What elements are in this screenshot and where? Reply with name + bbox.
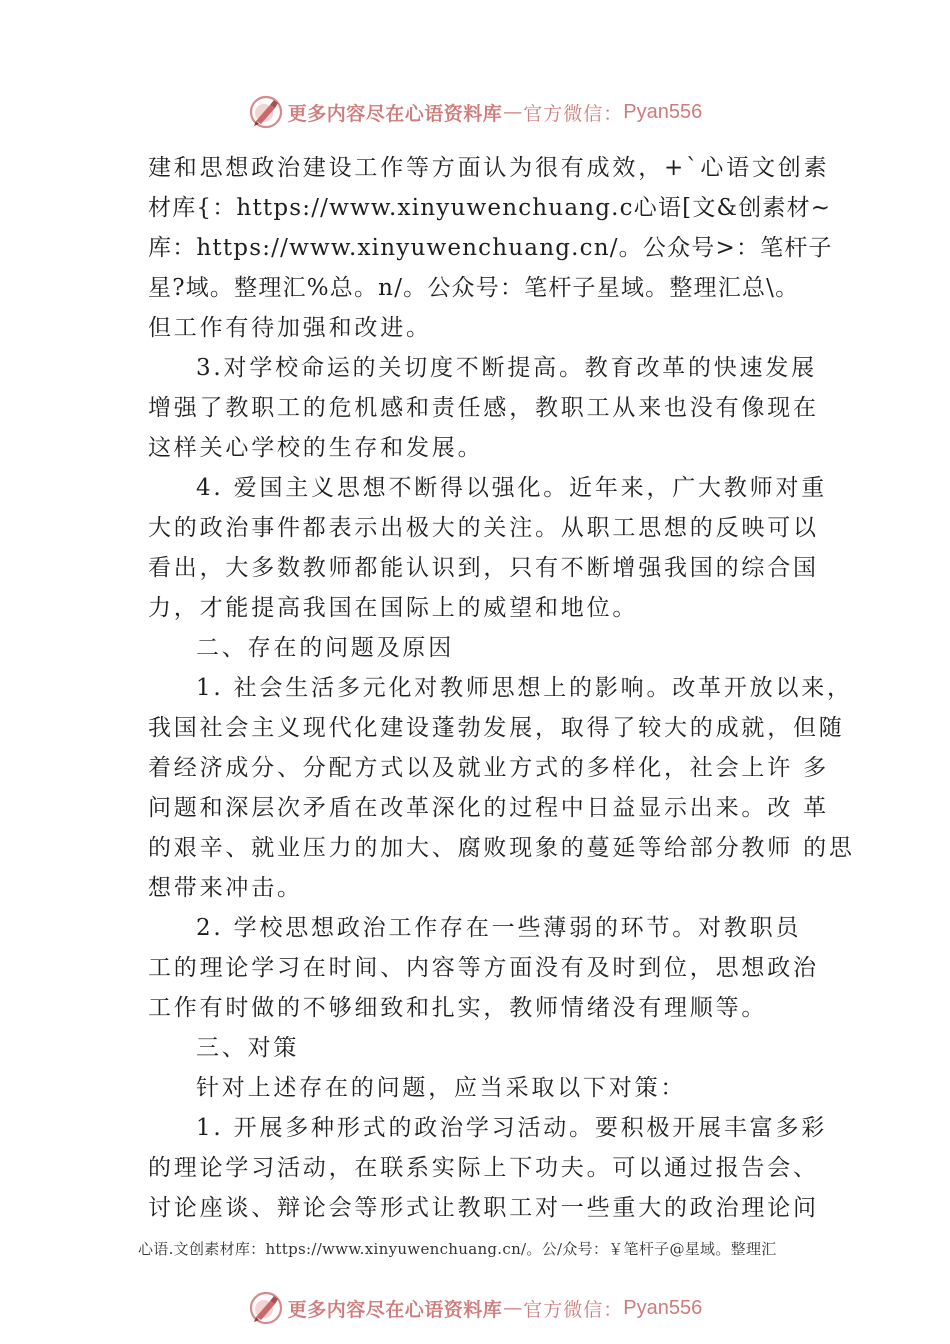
body-line: 看出，大多数教师都能认识到，只有不断增强我国的综合国 bbox=[148, 555, 819, 581]
banner-wechat-id: Pyan556 bbox=[623, 100, 703, 123]
body-line: 增强了教职工的危机感和责任感，教职工从来也没有像现在 bbox=[148, 395, 819, 421]
page-footer: 心语.文创素材库：https://www.xinyuwenchuang.cn/。公/众号：￥笔杆子@星域。整理汇 bbox=[138, 1240, 777, 1258]
body-line: 针对上述存在的问题，应当采取以下对策： bbox=[196, 1075, 687, 1101]
body-line: 我国社会主义现代化建设蓬勃发展，取得了较大的成就，但随 bbox=[148, 715, 845, 741]
body-line: 库：https://www.xinyuwenchuang.cn/。公众号>：笔杆子 bbox=[148, 235, 833, 261]
body-line: 的艰辛、就业压力的加大、腐败现象的蔓延等给部分教师 的思 bbox=[148, 835, 855, 861]
body-line: 工的理论学习在时间、内容等方面没有及时到位，思想政治 bbox=[148, 955, 819, 981]
body-line: 问题和深层次矛盾在改革深化的过程中日益显示出来。改 革 bbox=[148, 795, 829, 821]
body-line: 的理论学习活动，在联系实际上下功夫。可以通过报告会、 bbox=[148, 1155, 819, 1181]
body-line: 2. 学校思想政治工作存在一些薄弱的环节。对教职员 bbox=[196, 915, 802, 941]
pen-logo-icon bbox=[248, 94, 284, 130]
body-line: 建和思想政治建设工作等方面认为很有成效，+`心语文创素 bbox=[148, 155, 830, 181]
body-line: 1. 社会生活多元化对教师思想上的影响。改革开放以来， bbox=[196, 675, 853, 701]
body-line: 4. 爱国主义思想不断得以强化。近年来，广大教师对重 bbox=[196, 475, 828, 501]
body-line: 1. 开展多种形式的政治学习活动。要积极开展丰富多彩 bbox=[196, 1115, 828, 1141]
section-heading: 二、存在的问题及原因 bbox=[196, 635, 454, 661]
banner-separator: — bbox=[503, 1297, 523, 1319]
banner-wechat-label: 官方微信： bbox=[523, 102, 624, 125]
watermark-banner-bottom bbox=[0, 1288, 950, 1328]
watermark-banner-top bbox=[0, 92, 950, 132]
banner-separator: — bbox=[503, 101, 523, 123]
banner-wechat-id: Pyan556 bbox=[623, 1296, 703, 1319]
section-heading: 三、对策 bbox=[196, 1035, 300, 1061]
body-line: 大的政治事件都表示出极大的关注。从职工思想的反映可以 bbox=[148, 515, 819, 541]
body-line: 3.对学校命运的关切度不断提高。教育改革的快速发展 bbox=[196, 355, 817, 381]
body-line: 工作有时做的不够细致和扎实，教师情绪没有理顺等。 bbox=[148, 995, 768, 1021]
banner-brand-text: 更多内容尽在心语资料库 bbox=[287, 1298, 503, 1321]
body-line: 着经济成分、分配方式以及就业方式的多样化，社会上许 多 bbox=[148, 755, 829, 781]
banner-brand-text: 更多内容尽在心语资料库 bbox=[287, 102, 503, 125]
body-line: 力，才能提高我国在国际上的威望和地位。 bbox=[148, 595, 639, 621]
body-line: 但工作有待加强和改进。 bbox=[148, 315, 432, 341]
pen-logo-icon bbox=[248, 1290, 284, 1326]
banner-wechat-label: 官方微信： bbox=[523, 1298, 624, 1321]
body-line: 这样关心学校的生存和发展。 bbox=[148, 435, 484, 461]
body-line: 星?域。整理汇%总。n/。公众号：笔杆子星域。整理汇总\。 bbox=[148, 275, 800, 301]
document-body bbox=[148, 148, 855, 1228]
body-line: 讨论座谈、辩论会等形式让教职工对一些重大的政治理论问 bbox=[148, 1195, 819, 1221]
body-line: 材库{：https://www.xinyuwenchuang.c心语[文&创素材~ bbox=[148, 195, 832, 221]
body-line: 想带来冲击。 bbox=[148, 875, 303, 901]
